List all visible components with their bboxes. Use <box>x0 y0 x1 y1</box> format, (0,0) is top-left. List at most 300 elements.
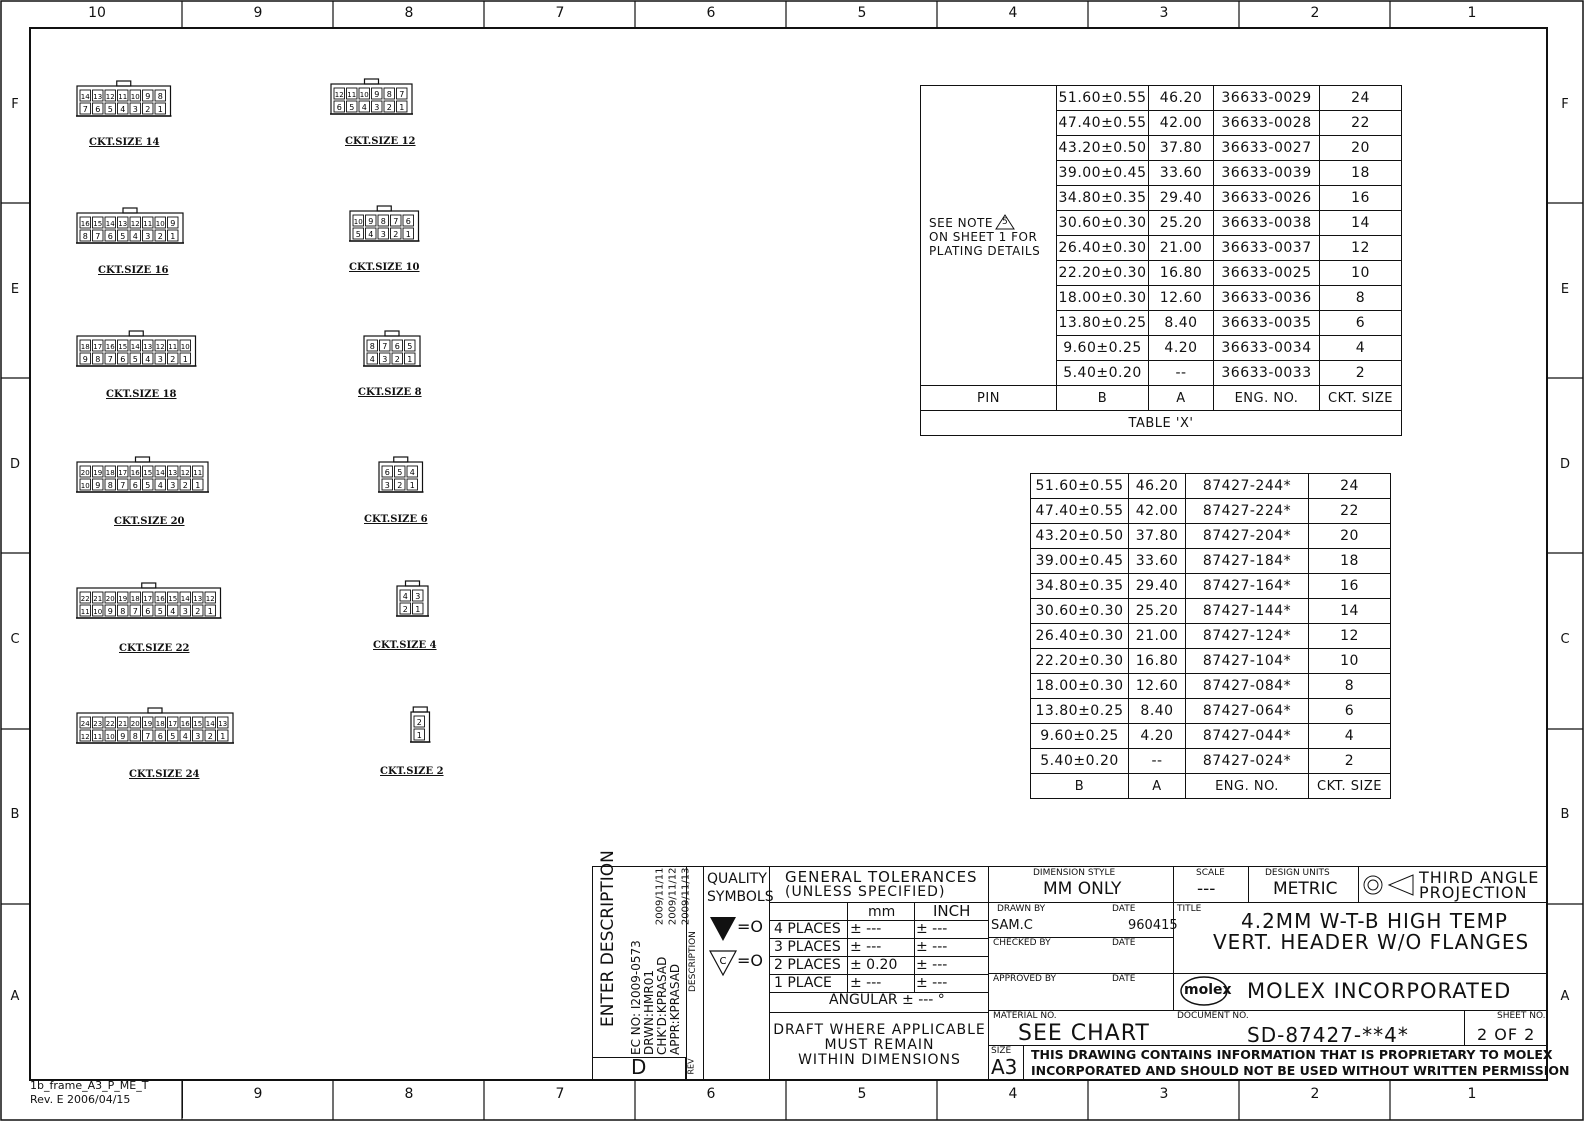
pin-number: 8 <box>107 481 113 490</box>
pin-number: 11 <box>93 733 103 741</box>
pin-number: 15 <box>143 469 153 477</box>
pin-number: 2 <box>386 103 392 112</box>
table-87427-cell: 22 <box>1309 499 1391 524</box>
table-87427-cell: 33.60 <box>1129 549 1186 574</box>
table-x-grid <box>920 85 1402 436</box>
pin-number: 7 <box>145 732 151 741</box>
table-87427-cell: 9.60±0.25 <box>1031 724 1129 749</box>
table-87427-cell: 16.80 <box>1129 649 1186 674</box>
pin-number: 3 <box>374 103 380 112</box>
approved-date-label: DATE <box>1112 974 1136 984</box>
table-x-cell: 22.20±0.30 <box>1057 261 1149 286</box>
ckt-size-label: CKT.SIZE 12 <box>345 136 416 147</box>
pin-number: 11 <box>118 93 128 101</box>
pin-number: 2 <box>170 355 176 364</box>
connector-4 <box>76 456 211 498</box>
title-label: TITLE <box>1177 904 1202 914</box>
pin-number: 8 <box>82 232 88 241</box>
table-87427-cell: 4.20 <box>1129 724 1186 749</box>
approved-by-label: APPROVED BY <box>993 974 1057 984</box>
zone-col-bottom-2: 2 <box>1310 1086 1320 1102</box>
connector-latch <box>142 583 156 588</box>
pin-number: 1 <box>195 481 201 490</box>
connector-latch <box>365 79 379 84</box>
table-87427-grid <box>1030 473 1391 799</box>
pin-number: 18 <box>80 343 90 351</box>
rev-date: 2009/11/13 <box>680 867 692 926</box>
pin-number: 10 <box>93 608 103 616</box>
table-x-cell: 39.00±0.45 <box>1057 161 1149 186</box>
pin-number: 1 <box>170 232 176 241</box>
connector-7 <box>330 78 415 120</box>
note-number: 5 <box>1001 216 1009 227</box>
pin-number: 4 <box>132 232 138 241</box>
company: MOLEX INCORPORATED <box>1247 979 1512 1003</box>
pin-number: 6 <box>95 105 101 114</box>
pin-number: 1 <box>182 355 188 364</box>
zone-row-right-D: D <box>1559 457 1570 472</box>
pin-number: 1 <box>207 607 213 616</box>
pin-number: 21 <box>118 720 128 728</box>
zone-row-right-E: E <box>1560 282 1570 297</box>
rev-title: ENTER DESCRIPTION <box>598 850 618 1027</box>
design-units-label: DESIGN UNITS <box>1265 868 1330 878</box>
places-value: ± --- <box>916 975 948 991</box>
table-87427-cell: 22.20±0.30 <box>1031 649 1129 674</box>
connector-12 <box>410 706 433 748</box>
pin-number: 12 <box>205 595 215 603</box>
pin-number: 11 <box>347 91 357 99</box>
pin-number: 4 <box>402 592 408 601</box>
table-x-header-cell: PIN <box>921 386 1057 411</box>
table-x-cell: 36633-0034 <box>1214 336 1320 361</box>
connector-latch <box>385 331 399 336</box>
checked-date-label: DATE <box>1112 938 1136 948</box>
pin-number: 7 <box>95 232 101 241</box>
places-value: ± --- <box>850 939 882 955</box>
rev-letter: D <box>631 1055 647 1079</box>
connector-latch <box>394 457 408 462</box>
table-x-cell: 12.60 <box>1149 286 1214 311</box>
table-x-header-cell: B <box>1057 386 1149 411</box>
table-x-cell: 24 <box>1320 86 1402 111</box>
table-87427-row <box>1031 524 1391 549</box>
pin-number: 17 <box>118 469 128 477</box>
pin-number: 13 <box>143 343 153 351</box>
pin-number: 8 <box>386 90 392 99</box>
pin-number: 14 <box>80 93 90 101</box>
pin-number: 8 <box>157 92 163 101</box>
table-x-cell: 22 <box>1320 111 1402 136</box>
pin-number: 2 <box>207 732 213 741</box>
unless-specified: (UNLESS SPECIFIED) <box>785 884 946 900</box>
connector-latch <box>129 331 143 336</box>
places-value: ± --- <box>916 939 948 955</box>
zone-col-bottom-9: 9 <box>253 1086 263 1102</box>
pin-number: 15 <box>193 720 203 728</box>
table-x-cell: 20 <box>1320 136 1402 161</box>
table-x-cell: 34.80±0.35 <box>1057 186 1149 211</box>
pin-number: 10 <box>180 343 190 351</box>
table-x-cell: 26.40±0.30 <box>1057 236 1149 261</box>
connector-latch <box>117 81 131 86</box>
zone-row-left-C: C <box>10 632 20 647</box>
plating-note-line: ON SHEET 1 FOR <box>929 229 1038 244</box>
pin-number: 5 <box>349 103 355 112</box>
pin-number: 5 <box>132 355 138 364</box>
pin-number: 3 <box>145 232 151 241</box>
pin-number: 15 <box>118 343 128 351</box>
zone-col-top-6: 6 <box>706 5 716 21</box>
table-87427-cell: 30.60±0.30 <box>1031 599 1129 624</box>
pin-number: 11 <box>168 343 178 351</box>
table-87427-cell: -- <box>1129 749 1186 774</box>
pin-number: 14 <box>155 469 165 477</box>
table-87427-cell: 25.20 <box>1129 599 1186 624</box>
pin-number: 14 <box>105 220 115 228</box>
title-line-2: VERT. HEADER W/O FLANGES <box>1213 930 1530 954</box>
pin-number: 7 <box>393 217 399 226</box>
pin-number: 21 <box>93 595 103 603</box>
table-87427-cell: 12 <box>1309 624 1391 649</box>
zone-col-top-1: 1 <box>1467 5 1477 21</box>
size: A3 <box>991 1055 1018 1079</box>
zone-col-bottom-6: 6 <box>706 1086 716 1102</box>
table-x-cell: 46.20 <box>1149 86 1214 111</box>
table-x-cell: 4 <box>1320 336 1402 361</box>
table-87427-row <box>1031 599 1391 624</box>
pin-number: 10 <box>130 93 140 101</box>
connector-latch <box>136 457 150 462</box>
pin-number: 16 <box>180 720 190 728</box>
ckt-size-label: CKT.SIZE 20 <box>114 516 185 527</box>
pin-number: 7 <box>120 481 126 490</box>
pin-number: 3 <box>170 481 176 490</box>
dimension-style: MM ONLY <box>1043 879 1122 899</box>
zone-col-bottom-3: 3 <box>1159 1086 1169 1102</box>
pin-number: 5 <box>107 105 113 114</box>
quality-symbols: QUALITY SYMBOLS <box>707 871 774 905</box>
table-87427-cell: 47.40±0.55 <box>1031 499 1129 524</box>
connector-latch <box>123 208 137 213</box>
pin-number: 10 <box>80 482 90 490</box>
table-87427-cell: 37.80 <box>1129 524 1186 549</box>
table-87427-cell: 29.40 <box>1129 574 1186 599</box>
table-x-cell: 8.40 <box>1149 311 1214 336</box>
table-x-cell: 47.40±0.55 <box>1057 111 1149 136</box>
zone-col-bottom-5: 5 <box>857 1086 867 1102</box>
pin-number: 12 <box>105 93 115 101</box>
pin-number: 1 <box>415 605 421 614</box>
proprietary-line-1: THIS DRAWING CONTAINS INFORMATION THAT IS PROPRIETARY TO MOLEX <box>1031 1047 1553 1062</box>
zone-col-bottom-7: 7 <box>555 1086 565 1102</box>
pin-number: 19 <box>93 469 103 477</box>
pin-number: 13 <box>168 469 178 477</box>
dimension-style-label: DIMENSION STYLE <box>1033 868 1116 878</box>
pin-number: 12 <box>180 469 190 477</box>
table-x-caption: TABLE 'X' <box>921 411 1402 436</box>
pin-number: 1 <box>407 355 413 364</box>
zone-col-top-9: 9 <box>253 5 263 21</box>
pin-number: 2 <box>182 481 188 490</box>
document-label: DOCUMENT NO. <box>1177 1011 1249 1021</box>
pin-number: 3 <box>380 230 386 239</box>
pin-number: 8 <box>120 607 126 616</box>
title-line-1: 4.2MM W-T-B HIGH TEMP <box>1241 909 1508 933</box>
zone-col-top-2: 2 <box>1310 5 1320 21</box>
rev-date: 2009/11/11 <box>654 867 666 926</box>
pin-number: 4 <box>157 481 163 490</box>
table-x-cell: 8 <box>1320 286 1402 311</box>
frame-id: 1b_frame_A3_P_ME_T <box>30 1079 149 1092</box>
pin-number: 6 <box>120 355 126 364</box>
table-87427-cell: 87427-204* <box>1186 524 1309 549</box>
places-value: ± --- <box>850 921 882 937</box>
connector-10 <box>378 456 426 498</box>
pin-number: 5 <box>397 468 403 477</box>
table-x-cell: 5.40±0.20 <box>1057 361 1149 386</box>
ckt-size-label: CKT.SIZE 18 <box>106 389 177 400</box>
table-87427-row <box>1031 724 1391 749</box>
design-units: METRIC <box>1273 879 1338 899</box>
pin-number: 13 <box>118 220 128 228</box>
pin-number: 6 <box>384 468 390 477</box>
quality-eq-1: =O <box>737 917 763 936</box>
ckt-size-label: CKT.SIZE 4 <box>373 640 437 651</box>
quality-triangle-icon <box>708 915 738 943</box>
projection-symbol-icon <box>1363 873 1417 897</box>
pin-number: 23 <box>93 720 103 728</box>
table-87427-cell: 87427-024* <box>1186 749 1309 774</box>
table-x-header-cell: A <box>1149 386 1214 411</box>
connector-8 <box>349 205 422 247</box>
pin-number: 4 <box>170 607 176 616</box>
pin-number: 2 <box>397 481 403 490</box>
pin-number: 4 <box>361 103 367 112</box>
places-label: 4 PLACES <box>774 921 841 937</box>
zone-row-left-B: B <box>10 807 20 822</box>
pin-number: 18 <box>105 469 115 477</box>
table-87427-row <box>1031 649 1391 674</box>
rev-date: 2009/11/12 <box>667 867 679 926</box>
quality-c: C <box>719 956 727 967</box>
pin-number: 6 <box>132 481 138 490</box>
pin-number: 5 <box>120 232 126 241</box>
pin-number: 20 <box>105 595 115 603</box>
table-87427-cell: 46.20 <box>1129 474 1186 499</box>
table-87427-header-cell: ENG. NO. <box>1186 774 1309 799</box>
table-x-header-cell: CKT. SIZE <box>1320 386 1402 411</box>
pin-number: 1 <box>157 105 163 114</box>
table-87427-cell: 43.20±0.50 <box>1031 524 1129 549</box>
table-x-cell: 18.00±0.30 <box>1057 286 1149 311</box>
ckt-size-label: CKT.SIZE 8 <box>358 387 422 398</box>
note-triangle-icon <box>995 214 1015 230</box>
zone-col-top-7: 7 <box>555 5 565 21</box>
pin-number: 3 <box>415 592 421 601</box>
table-x-cell: 36633-0037 <box>1214 236 1320 261</box>
pin-number: 17 <box>93 343 103 351</box>
pin-number: 16 <box>80 220 90 228</box>
table-x-cell: 36633-0035 <box>1214 311 1320 336</box>
pin-number: 10 <box>359 91 369 99</box>
checked-by-label: CHECKED BY <box>993 938 1051 948</box>
pin-number: 16 <box>105 343 115 351</box>
pin-number: 1 <box>405 230 411 239</box>
pin-number: 20 <box>130 720 140 728</box>
table-87427-cell: 8 <box>1309 674 1391 699</box>
pin-number: 12 <box>155 343 165 351</box>
zone-col-top-5: 5 <box>857 5 867 21</box>
places-label: 3 PLACES <box>774 939 841 955</box>
pin-number: 4 <box>182 732 188 741</box>
pin-number: 18 <box>155 720 165 728</box>
ckt-size-label: CKT.SIZE 24 <box>129 769 200 780</box>
pin-number: 2 <box>195 607 201 616</box>
table-87427-cell: 20 <box>1309 524 1391 549</box>
quality-c-triangle-icon <box>708 949 738 977</box>
table-87427-cell: 87427-104* <box>1186 649 1309 674</box>
zone-col-top-4: 4 <box>1008 5 1018 21</box>
pin-number: 19 <box>143 720 153 728</box>
table-87427-cell: 16 <box>1309 574 1391 599</box>
pin-number: 7 <box>399 90 405 99</box>
table-x-cell: 36633-0027 <box>1214 136 1320 161</box>
pin-number: 4 <box>145 355 151 364</box>
pin-number: 17 <box>143 595 153 603</box>
drawn-date: 960415 <box>1128 918 1178 933</box>
pin-number: 12 <box>334 91 344 99</box>
places-value: ± --- <box>850 975 882 991</box>
table-x-cell: 25.20 <box>1149 211 1214 236</box>
pin-number: 3 <box>132 105 138 114</box>
zone-row-right-C: C <box>1560 632 1570 647</box>
table-87427-cell: 21.00 <box>1129 624 1186 649</box>
pin-number: 18 <box>130 595 140 603</box>
pin-number: 7 <box>82 105 88 114</box>
ckt-size-label: CKT.SIZE 16 <box>98 265 169 276</box>
ckt-size-label: CKT.SIZE 2 <box>380 766 444 777</box>
rev-description-label: DESCRIPTION <box>688 931 698 992</box>
pin-number: 2 <box>393 230 399 239</box>
connector-11 <box>396 580 431 622</box>
rev-line: CHK'D:KPRASAD <box>655 956 669 1055</box>
table-x-header <box>921 386 1402 411</box>
table-x-cell: 16 <box>1320 186 1402 211</box>
pin-number: 6 <box>145 607 151 616</box>
table-87427-cell: 4 <box>1309 724 1391 749</box>
connector-9 <box>363 330 423 372</box>
zone-row-right-F: F <box>1561 97 1569 112</box>
table-x-cell: 30.60±0.30 <box>1057 211 1149 236</box>
table-87427-cell: 87427-224* <box>1186 499 1309 524</box>
pin-number: 12 <box>130 220 140 228</box>
zone-col-bottom-1: 1 <box>1467 1086 1477 1102</box>
connector-latch <box>406 581 420 586</box>
zone-row-left-F: F <box>11 97 19 112</box>
pin-number: 9 <box>170 219 176 228</box>
pin-number: 6 <box>394 342 400 351</box>
pin-number: 22 <box>105 720 115 728</box>
draft-line: MUST REMAIN <box>824 1037 935 1053</box>
pin-number: 5 <box>157 607 163 616</box>
pin-number: 9 <box>374 90 380 99</box>
places-value: ± --- <box>916 957 948 973</box>
draft-line: WITHIN DIMENSIONS <box>798 1052 961 1068</box>
table-x-cell: 42.00 <box>1149 111 1214 136</box>
places-label: 2 PLACES <box>774 957 841 973</box>
zone-row-right-A: A <box>1560 989 1570 1004</box>
pin-number: 3 <box>182 607 188 616</box>
table-87427-cell: 5.40±0.20 <box>1031 749 1129 774</box>
pin-number: 2 <box>157 232 163 241</box>
general-tolerances: GENERAL TOLERANCES <box>785 868 978 886</box>
proprietary-line-2: INCORPORATED AND SHOULD NOT BE USED WITHOUT WRITTEN PERMISSION <box>1031 1063 1570 1078</box>
pin-number: 11 <box>143 220 153 228</box>
draft-line: DRAFT WHERE APPLICABLE <box>773 1022 986 1038</box>
table-x-header-cell: ENG. NO. <box>1214 386 1320 411</box>
rev-line: DRWN:HMR01 <box>642 970 656 1055</box>
pin-number: 7 <box>107 355 113 364</box>
table-87427-cell: 10 <box>1309 649 1391 674</box>
pin-number: 6 <box>107 232 113 241</box>
document: SD-87427-**4* <box>1247 1023 1409 1047</box>
ckt-size-label: CKT.SIZE 14 <box>89 137 160 148</box>
size-label: SIZE <box>991 1046 1012 1056</box>
plating-note-line: SEE NOTE 5 <box>929 214 1056 230</box>
pin-number: 7 <box>382 342 388 351</box>
table-x-cell: 2 <box>1320 361 1402 386</box>
angular: ANGULAR ± --- ° <box>829 992 945 1008</box>
pin-number: 15 <box>168 595 178 603</box>
pin-number: 9 <box>120 732 126 741</box>
pin-number: 1 <box>409 481 415 490</box>
frame-rev: Rev. E 2006/04/15 <box>30 1093 131 1106</box>
connector-latch <box>377 206 391 211</box>
pin-number: 19 <box>118 595 128 603</box>
table-87427-row <box>1031 699 1391 724</box>
pin-number: 6 <box>405 217 411 226</box>
pin-number: 8 <box>132 732 138 741</box>
connector-latch <box>148 708 162 713</box>
table-x <box>920 85 1402 436</box>
connector-latch <box>413 707 427 712</box>
pin-number: 16 <box>130 469 140 477</box>
ckt-size-label: CKT.SIZE 6 <box>364 514 428 525</box>
pin-number: 3 <box>157 355 163 364</box>
scale: --- <box>1197 879 1216 899</box>
table-x-cell: -- <box>1149 361 1214 386</box>
pin-number: 17 <box>168 720 178 728</box>
table-87427-cell: 87427-164* <box>1186 574 1309 599</box>
table-87427-row <box>1031 549 1391 574</box>
pin-number: 1 <box>416 731 422 740</box>
table-87427-cell: 34.80±0.35 <box>1031 574 1129 599</box>
table-87427-cell: 6 <box>1309 699 1391 724</box>
quality-eq-2: =O <box>737 951 763 970</box>
places-value: ± --- <box>916 921 948 937</box>
rev-line: APPR:KPRASAD <box>668 963 682 1055</box>
rev-line: EC NO: I2009-0573 <box>629 940 643 1055</box>
pin-number: 5 <box>145 481 151 490</box>
connector-1 <box>76 80 174 122</box>
zone-row-left-E: E <box>10 282 20 297</box>
pin-number: 9 <box>368 217 374 226</box>
pin-number: 4 <box>120 105 126 114</box>
drawn-date-label: DATE <box>1112 904 1136 914</box>
table-87427-cell: 87427-044* <box>1186 724 1309 749</box>
table-87427-cell: 87427-144* <box>1186 599 1309 624</box>
